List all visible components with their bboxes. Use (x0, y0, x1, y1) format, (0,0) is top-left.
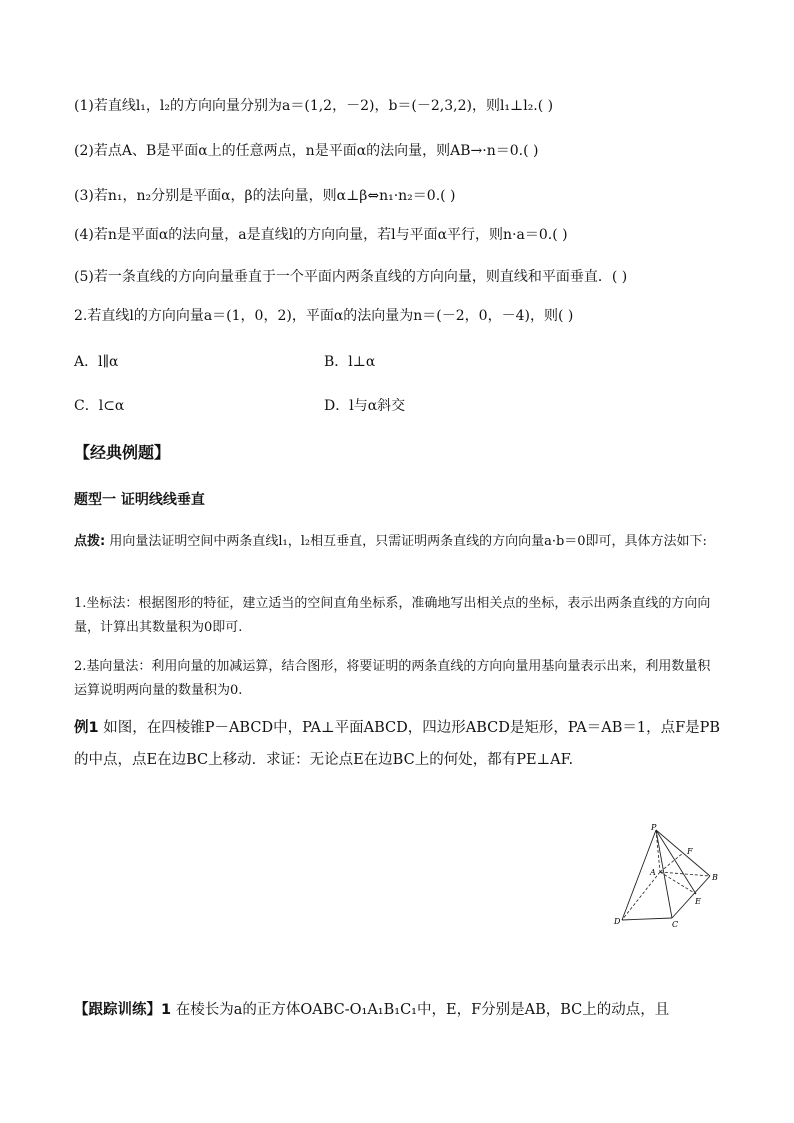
question-5: (5)若一条直线的方向向量垂直于一个平面内两条直线的方向向量，则直线和平面垂直．( ) (74, 269, 628, 285)
label-P: P (651, 823, 657, 832)
label-F: F (687, 847, 693, 856)
edge-AB (660, 872, 710, 876)
question-4: (4)若n是平面α的法向量，a是直线l的方向向量，若l与平面α平行，则n·a＝0.( ) (74, 227, 568, 243)
example-text: 如图，在四棱锥P－ABCD中，PA⊥平面ABCD，四边形ABCD是矩形，PA＝AB＝1，点F是PB的中点，点E在边BC上移动．求证：无论点E在边BC上的何处，都有PE⊥AF. (74, 720, 721, 768)
label-C: C (672, 920, 679, 929)
question-1: (1)若直线l₁，l₂的方向向量分别为a＝(1,2，－2)，b＝(－2,3,2)，则l₁⊥l₂.( ) (74, 98, 554, 114)
tip-paragraph (74, 530, 720, 554)
tip-label: 点拨: (74, 534, 106, 549)
example-label: 例1 (74, 720, 99, 736)
label-B: B (712, 873, 718, 882)
edge-DC (622, 918, 672, 920)
option-b: B．l⊥α (324, 354, 376, 370)
tracking-text: 在棱长为a的正方体OABC-O₁A₁B₁C₁中，E，F分别是AB，BC上的动点，且 (171, 1002, 670, 1018)
choice-question-stem: 2.若直线l的方向向量a＝(1，0，2)，平面α的法向量为n＝(－2，0，－4)，则( ) (74, 308, 574, 324)
label-E: E (695, 897, 701, 906)
section-title: 【经典例题】 (74, 443, 171, 462)
tracking-exercise (74, 998, 669, 1019)
option-a: A．l∥α (74, 354, 119, 370)
pyramid-figure (606, 820, 726, 935)
tip-text: 用向量法证明空间中两条直线l₁，l₂相互垂直，只需证明两条直线的方向向量a·b＝0即可，具体方法如下: (105, 534, 707, 549)
method-1: 1.坐标法：根据图形的特征，建立适当的空间直角坐标系，准确地写出相关点的坐标，表示出两条直线的方向向量，计算出其数量积为0即可. (74, 596, 711, 635)
type1-heading: 题型一 证明线线垂直 (74, 492, 205, 508)
label-D: D (614, 917, 621, 926)
example-1 (74, 712, 724, 776)
question-2: (2)若点A、B是平面α上的任意两点，n是平面α的法向量，则AB→·n＝0.( ) (74, 143, 539, 159)
method-2: 2.基向量法：利用向量的加减运算，结合图形，将要证明的两条直线的方向向量用基向量表示出来，利用数量积运算说明两向量的数量积为0. (74, 659, 711, 698)
option-d: D．l与α斜交 (324, 398, 406, 414)
tracking-label: 【跟踪训练】1 (74, 1002, 172, 1018)
edge-AD (622, 872, 660, 920)
edge-CB (672, 876, 710, 918)
option-c: C．l⊂α (74, 398, 125, 414)
label-A: A (650, 868, 656, 877)
question-3: (3)若n₁，n₂分别是平面α，β的法向量，则α⊥β⇔n₁·n₂＝0.( ) (74, 188, 456, 204)
